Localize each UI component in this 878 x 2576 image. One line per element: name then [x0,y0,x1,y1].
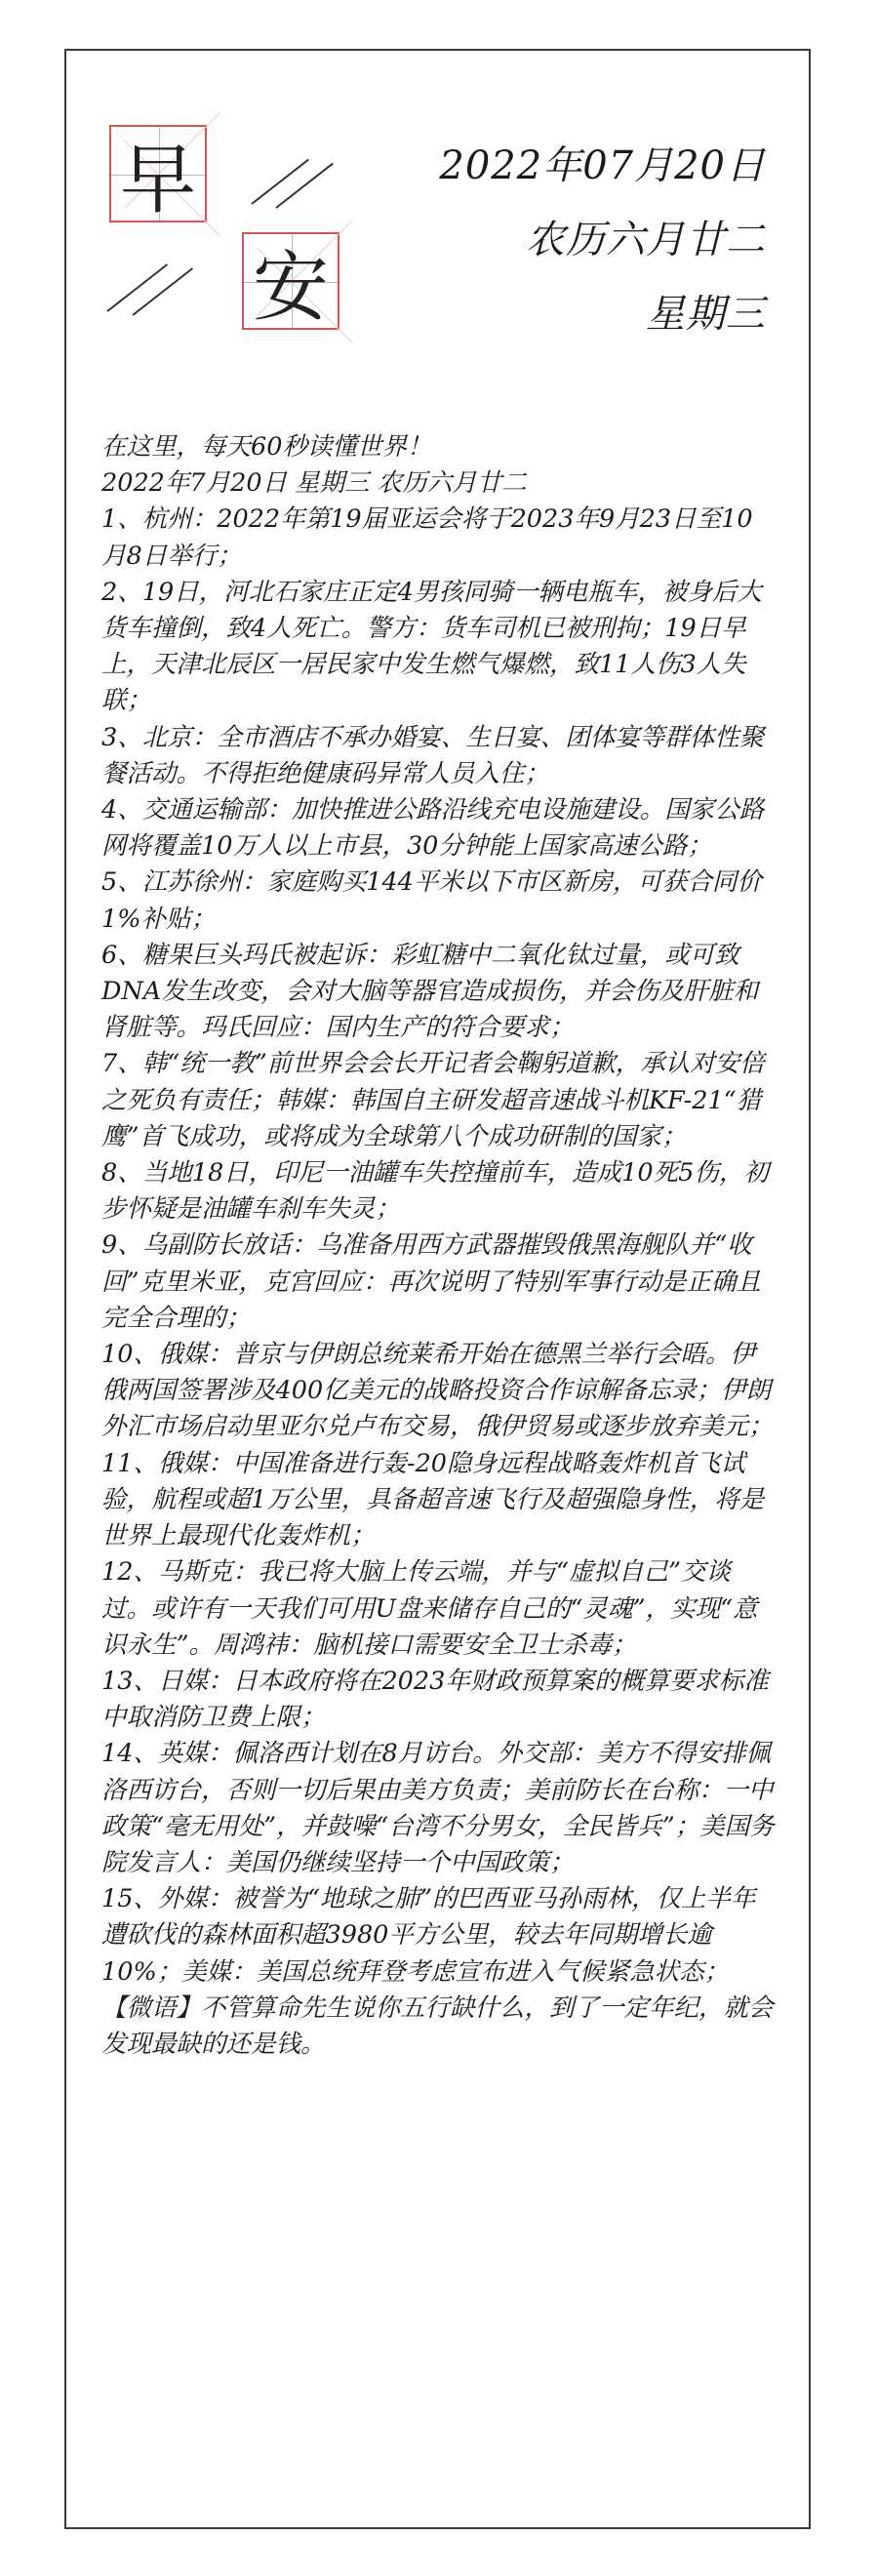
news-item: 5、江苏徐州：家庭购买144平米以下市区新房，可获合同价1%补贴； [101,867,762,934]
news-item: 7、韩“统一教”前世界会会长开记者会鞠躬道歉，承认对安倍之死负有责任；韩媒：韩国自主研发超音速战斗机KF-21“猎鹰”首飞成功，或将成为全球第八个成功研制的国家； [101,1049,765,1151]
title-char-2: 安 [252,244,329,332]
news-item: 2、19日，河北石家庄正定4男孩同骑一辆电瓶车，被身后大货车撞倒，致4人死亡。警方：货车司机已被刑拘；19日早上，天津北辰区一居民家中发生燃气爆燃，致11人伤3人失联； [101,577,762,716]
news-item: 13、日媒：日本政府将在2023年财政预算案的概算要求标准中取消防卫费上限； [101,1666,769,1733]
news-item: 9、乌副防长放话：乌准备用西方武器摧毁俄黑海舰队并“收回”克里米亚，克宫回应：再次说明了特别军事行动是正确且完全合理的； [101,1230,762,1333]
date-lunar: 农历六月廿二 [526,218,766,262]
news-item: 4、交通运输部：加快推进公路沿线充电设施建设。国家公路网将覆盖10万人以上市县，30分钟能上国家高速公路； [101,795,765,862]
news-item: 8、当地18日，印尼一油罐车失控撞前车，造成10死5伤，初步怀疑是油罐车刹车失灵； [101,1158,769,1225]
news-content [101,429,775,2063]
title-char-box-1 [109,125,207,222]
news-item: 11、俄媒：中国准备进行轰-20隐身远程战略轰炸机首飞试验，航程或超1万公里，具备超音速飞行及超强隐身性，将是世界上最现代化轰炸机； [101,1448,765,1551]
intro-text: 在这里，每天60秒读懂世界！ [101,432,432,462]
news-item: 3、北京：全市酒店不承办婚宴、生日宴、团体宴等群体性聚餐活动。不得拒绝健康码异常人员入住； [101,722,765,788]
title-char-1: 早 [119,137,196,224]
news-item: 15、外媒：被誉为“地球之肺”的巴西亚马孙雨林，仅上半年遭砍伐的森林面积超3980平方公里，较去年同期增长逾10%；美媒：美国总统拜登考虑宣布进入气候紧急状态； [101,1884,756,1987]
date-weekday: 星期三 [646,292,766,337]
title-char-box-2 [242,232,339,330]
news-item: 10、俄媒：普京与伊朗总统莱希开始在德黑兰举行会晤。伊俄两国签署涉及400亿美元的战略投资合作谅解备忘录；伊朗外汇市场启动里亚尔兑卢布交易，俄伊贸易或逐步放弃美元； [101,1340,774,1442]
date-gregorian: 2022年07月20日 [439,143,766,188]
news-item: 14、英媒：佩洛西计划在8月访台。外交部：美方不得安排佩洛西访台，否则一切后果由美方负责；美前防长在台称：一中政策“毫无用处”，并鼓噪“台湾不分男女，全民皆兵”；美国务院发言人：美国仍继续坚持一个中国政策； [101,1739,775,1877]
dateline-text: 2022年7月20日 星期三 农历六月廿二 [101,468,527,499]
news-item: 12、马斯克：我已将大脑上传云端，并与“虚拟自己”交谈过。或许有一天我们可用U盘来储存自己的“灵魂”，实现“意识永生”。周鸿祎：脑机接口需要安全卫士杀毒； [101,1557,758,1660]
quote-text: 【微语】不管算命先生说你五行缺什么，到了一定年纪，就会发现最缺的还是钱。 [101,1992,774,2059]
news-item: 1、杭州：2022年第19届亚运会将于2023年9月23日至10月8日举行； [101,504,753,571]
news-item: 6、糖果巨头玛氏被起诉：彩虹糖中二氧化钛过量，或可致DNA发生改变，会对大脑等器官造成损伤，并会伤及肝脏和肾脏等。玛氏回应：国内生产的符合要求； [101,940,759,1043]
